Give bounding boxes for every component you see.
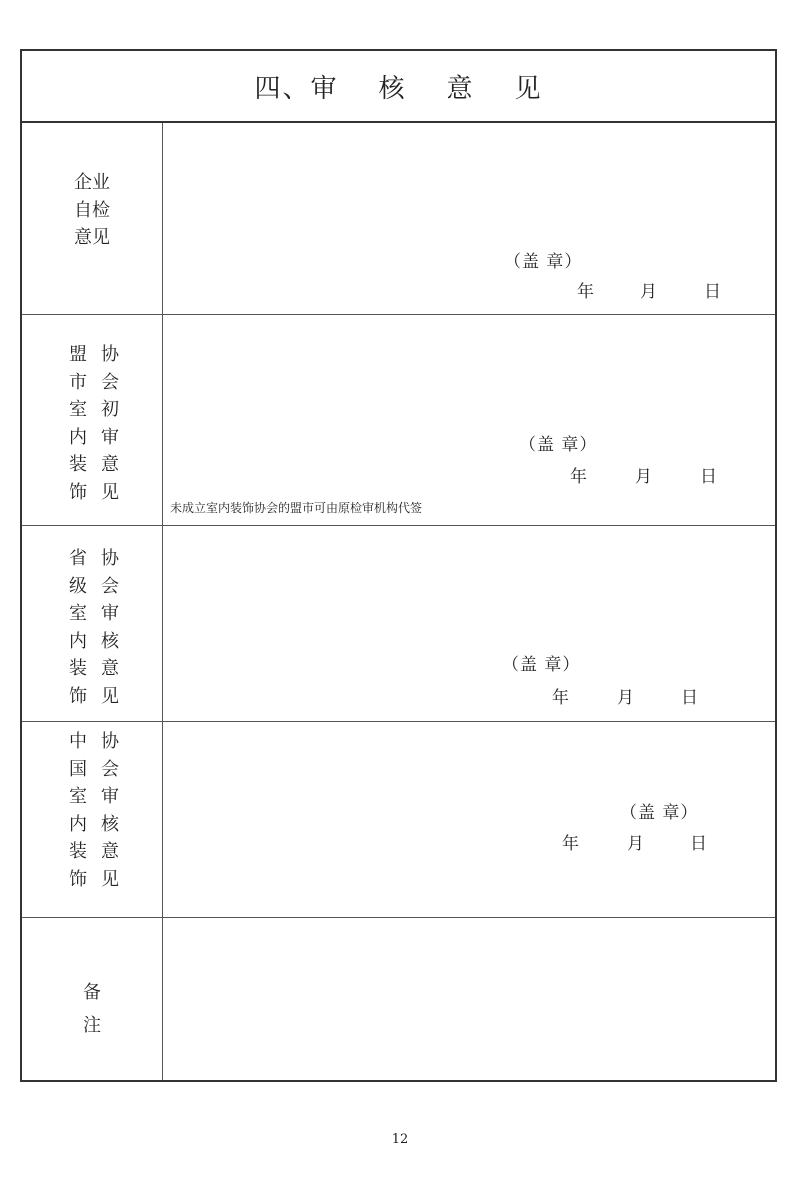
label-char: 室 [69,603,87,624]
label-char: 饰 [69,685,87,707]
date-line [22,462,775,486]
section-provincial-association-review [22,526,775,722]
section-city-association-review [22,315,775,526]
seal-placeholder: （盖 章） [504,252,583,272]
label-char: 室 [69,399,87,420]
section-label [22,169,162,252]
page-number: 12 [391,1132,409,1147]
remarks-label-char: 注 [83,1015,101,1036]
section-enterprise-self-check [22,123,775,315]
review-opinion-form [20,49,777,1082]
label-line: 自检 [74,199,110,221]
label-char: 装 [69,841,87,862]
label-char: 饰 [69,481,87,503]
label-char: 见 [101,685,119,707]
date-month: 月 [640,282,657,302]
section-label-cell [22,722,163,917]
title-prefix: 四、 [254,73,311,104]
label-char: 市 [69,371,87,393]
seal-placeholder: （盖 章） [620,803,699,823]
date-year: 年 [562,834,579,854]
date-line [22,829,775,853]
label-char: 国 [69,758,87,780]
label-char: 会 [101,758,119,780]
label-char: 盟 [69,344,87,365]
label-char: 审 [101,426,119,448]
label-char: 室 [69,786,87,807]
section-remarks [22,918,775,1080]
form-title [254,68,542,105]
label-char: 级 [69,575,87,597]
form-title-row [22,51,775,123]
title-char-2: 核 [378,73,407,104]
remarks-label-char: 备 [83,982,101,1003]
date-year: 年 [577,282,594,302]
date-day: 日 [704,282,721,302]
label-char: 审 [101,603,119,624]
label-char: 核 [101,630,119,652]
section-national-association-review [22,722,775,918]
seal-placeholder: （盖 章） [502,655,581,675]
date-day: 日 [681,688,698,708]
section-label-cell [22,918,163,1080]
date-line [22,683,775,707]
date-day: 日 [690,834,707,854]
label-char: 会 [101,575,119,597]
label-char: 审 [101,786,119,807]
label-line: 意见 [74,227,110,248]
section-label-cell [22,315,163,525]
section-label [69,728,119,893]
label-char: 核 [101,813,119,835]
label-char: 内 [69,630,87,652]
title-char-3: 意 [446,73,475,104]
date-line [22,277,775,301]
label-char: 意 [101,841,119,862]
label-char: 装 [69,454,87,475]
label-char: 协 [101,548,119,569]
date-month: 月 [635,467,652,487]
signing-note: 未成立室内装饰协会的盟市可由原检审机构代签 [170,501,423,515]
title-char-1: 审 [310,73,339,104]
label-char: 内 [69,426,87,448]
date-year: 年 [552,688,569,708]
label-char: 内 [69,813,87,835]
date-day: 日 [700,467,717,487]
label-char: 中 [69,731,87,752]
date-month: 月 [627,834,644,854]
label-char: 初 [101,399,119,420]
label-char: 协 [101,731,119,752]
label-char: 见 [101,868,119,890]
label-char: 省 [69,548,87,569]
date-year: 年 [570,467,587,487]
label-char: 协 [101,344,119,365]
label-line: 企业 [74,172,110,193]
title-char-4: 见 [514,73,543,104]
label-char: 饰 [69,868,87,890]
label-char: 见 [101,481,119,503]
label-char: 会 [101,371,119,393]
date-month: 月 [617,688,634,708]
seal-placeholder: （盖 章） [519,435,598,455]
label-char: 意 [101,454,119,475]
label-char: 装 [69,658,87,679]
label-char: 意 [101,658,119,679]
